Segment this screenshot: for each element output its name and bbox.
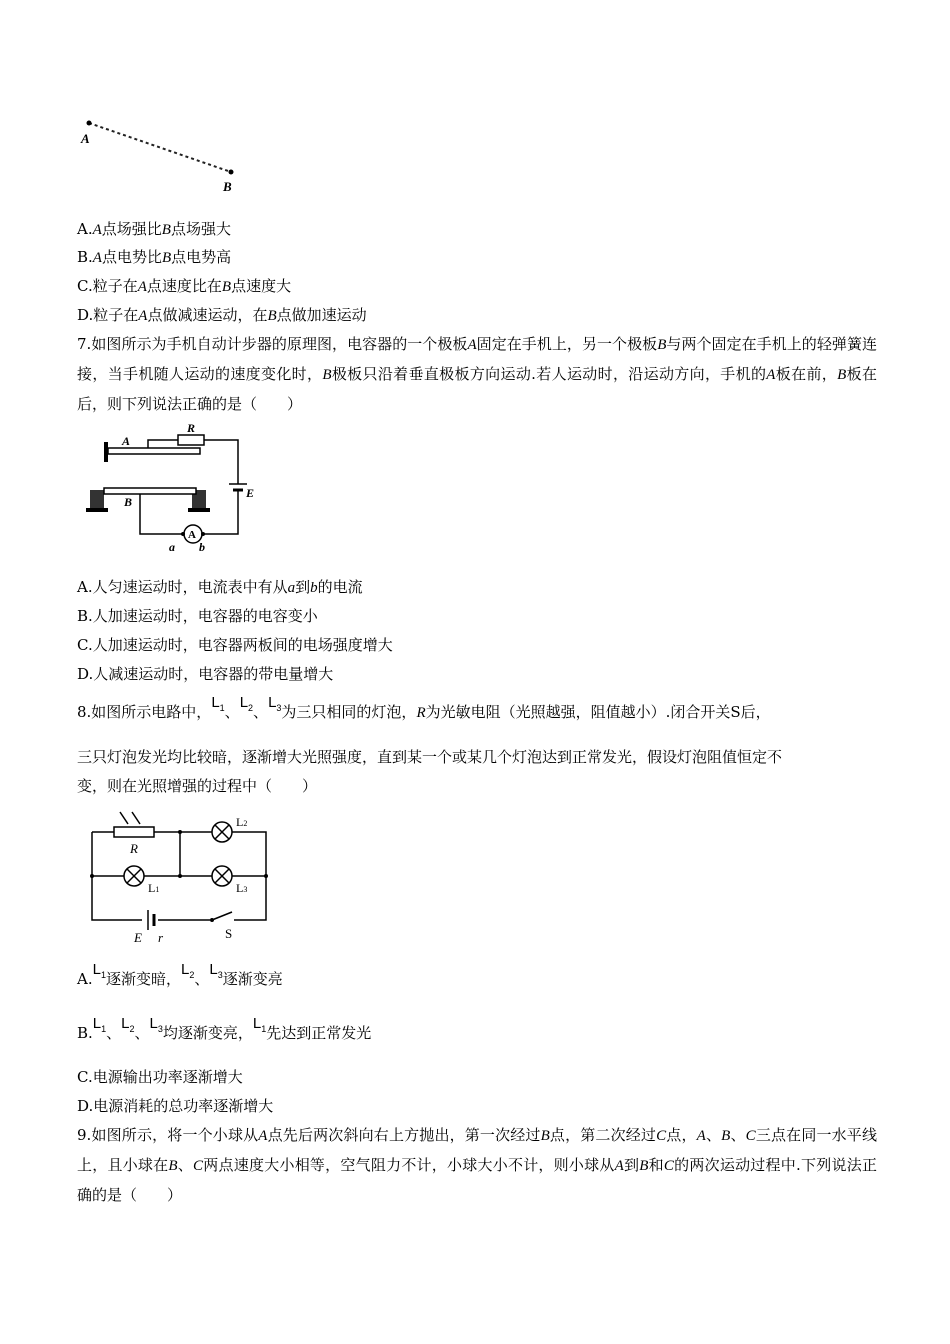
wire-top [148,440,178,448]
switch-s [212,912,232,920]
q7-option-a: A.人匀速运动时，电流表中有从a到b的电流 [77,578,363,596]
wire-bottom [140,494,183,534]
plate-b [104,488,196,494]
switch-s-label: S [225,926,233,941]
q7-stem: 7.如图所示为手机自动计步器的原理图，电容器的一个极板A固定在手机上，另一个极板B与两个固定在手机上的轻弹簧连接，当手机随人运动的速度变化时，B极板只沿着垂直极板方向运动.若人运动时，沿运动方向，手机的A板在前，B板在后，则下列说法正确的是（ ） [77,335,877,413]
resistor-r-label: R [187,421,196,435]
q9-stem: 9.如图所示，将一个小球从A点先后两次斜向右上方抛出，第一次经过B点，第二次经过C点，A、B、C三点在同一水平线上，且小球在B、C两点速度大小相等，空气阻力不计，小球大小不计，则小球从A到B和C的两次运动过程中.下列说法正确的是（ ） [77,1126,877,1204]
point-a-dot [87,121,92,126]
terminal-b-dot [201,532,205,536]
q6-option-a: A.A点场强比B点场强大 [77,220,231,238]
ammeter-label: A [188,529,196,541]
node-top-left [90,874,94,878]
lamp-l1-label: L1 [148,881,160,895]
battery-r-label: r [158,930,164,945]
battery-e-label: E [246,486,255,500]
q6-option-c: C.粒子在A点速度比在B点速度大 [77,277,292,295]
q8-stem-line1: 8.如图所示电路中，$L_1$、$L_2$、$L_3$为三只相同的灯泡，R为光敏电阻（光照越强，阻值越小）.闭合开关S后， [77,694,771,721]
photoresistor-r [114,827,154,837]
q8-option-d: D.电源消耗的总功率逐渐增大 [77,1097,274,1115]
q7-option-d: D.人减速运动时，电容器的带电量增大 [77,665,334,683]
q7-option-b: B.人加速运动时，电容器的电容变小 [77,607,318,625]
q7-option-c: C.人加速运动时，电容器两板间的电场强度增大 [77,636,393,654]
terminal-b-label: b [199,540,205,554]
point-b-label: B [223,179,232,194]
node-right [264,874,268,878]
lamp-l3-label: L3 [236,881,248,895]
plate-a-label: A [122,434,131,448]
terminal-a-label: a [169,540,175,554]
spring-right-base [188,508,210,512]
battery-e-label: E [134,930,142,945]
q6-figure [75,112,245,202]
wire-top-right [204,440,238,484]
spring-left-base [86,508,108,512]
q8-stem-line3: 变，则在光照增强的过程中（ ） [77,777,318,795]
q6-dotted-line [89,123,231,172]
q6-option-b: B.A点电势比B点电势高 [77,248,232,266]
terminal-a-dot [181,532,185,536]
q8-circuit-figure [82,808,282,948]
plate-b-label: B [124,495,133,509]
q8-option-a: $A.L_1$逐渐变暗，$L_2$、$L_3$逐渐变亮 [77,961,283,988]
q6-option-d: D.粒子在A点做减速运动，在B点做加速运动 [77,306,367,324]
node-center-bottom [178,874,182,878]
q8-option-c: C.电源输出功率逐渐增大 [77,1068,243,1086]
light-arrow-1 [120,812,128,824]
light-arrow-2 [132,812,140,824]
q7-circuit-figure [78,420,268,560]
spring-left [90,490,104,508]
photoresistor-r-label: R [130,841,138,856]
node-center-top [178,830,182,834]
q8-option-b: $B.L_1$、$L_2$、$L_3$均逐渐变亮，$L_1$先达到正常发光 [77,1015,372,1042]
resistor-r [178,435,204,445]
plate-a [108,448,200,454]
point-a-label: A [81,131,90,146]
lamp-l2-label: L2 [236,815,248,829]
point-b-dot [229,170,234,175]
q8-stem-line2: 三只灯泡发光均比较暗，逐渐增大光照强度，直到某一个或某几个灯泡达到正常发光，假设灯泡阻值恒定不 [77,748,783,766]
